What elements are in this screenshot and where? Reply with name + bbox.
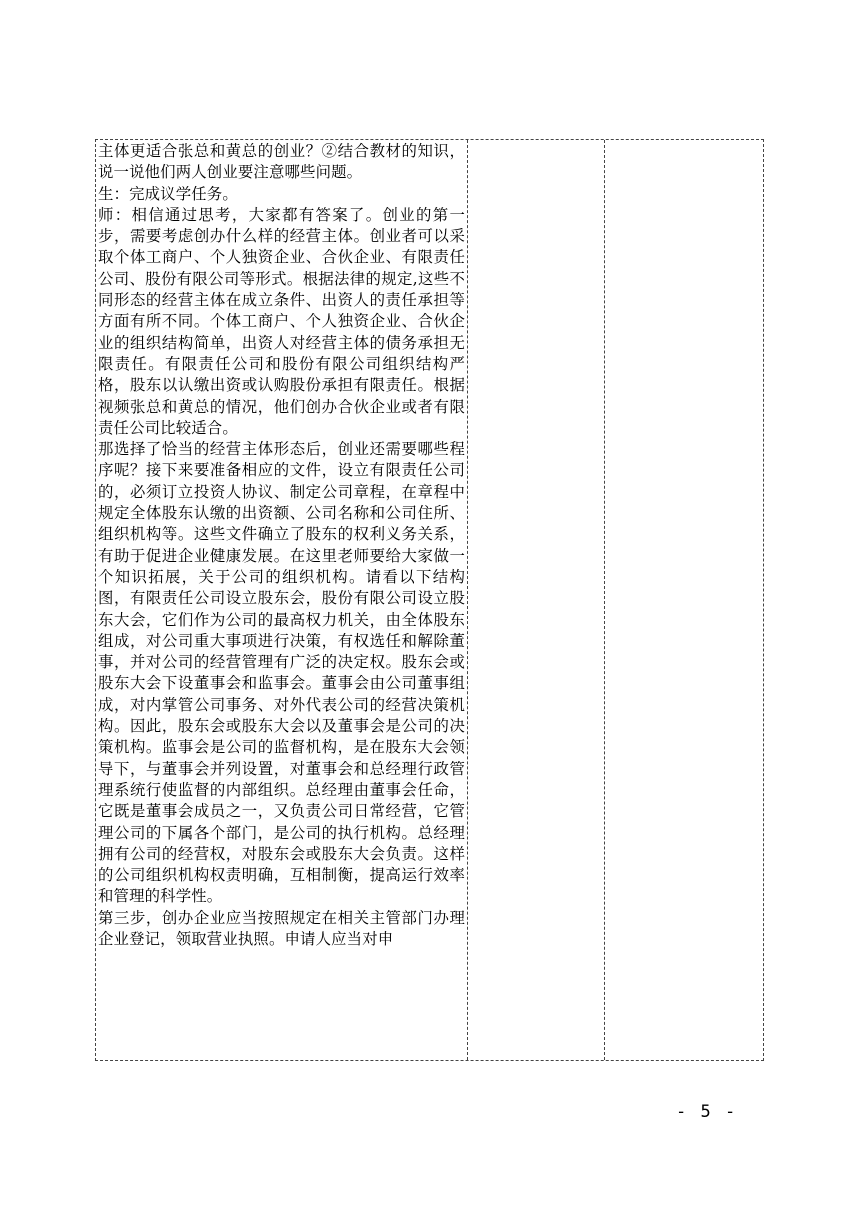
table-column-teaching-process bbox=[96, 140, 468, 1060]
table-column-student-activity bbox=[468, 140, 605, 1060]
paragraph-task-question: 主体更适合张总和黄总的创业？②结合教材的知识，说一说他们两人创业要注意哪些问题。 bbox=[98, 142, 465, 182]
paragraph-step-three: 第三步，创办企业应当按照规定在相关主管部门办理企业登记，领取营业执照。申请人应当对申 bbox=[98, 908, 465, 948]
lesson-plan-table bbox=[95, 139, 764, 1061]
page-number: - 5 - bbox=[676, 1102, 738, 1122]
teaching-process-cell bbox=[98, 141, 465, 950]
table-column-design-intent bbox=[605, 140, 763, 1060]
paragraph-student-action: 生：完成议学任务。 bbox=[98, 184, 238, 203]
paragraph-company-structure: 那选择了恰当的经营主体形态后，创业还需要哪些程序呢？接下来要准备相应的文件，设立有限责任公司的，必须订立投资人协议、制定公司章程，在章程中规定全体股东认缴的出资额、公司名称和公司住所、组织机构等。这些文件确立了股东的权利义务关系，有助于促进企业健康发展。在这里老师要给大家做一个知识拓展，关于公司的组织机构。请看以下结构图，有限责任公司设立股东会，股份有限公司设立股东大会，它们作为公司的最高权力机关，由全体股东组成，对公司重大事项进行决策，有权选任和解除董事，并对公司的经营管理有广泛的决定权。股东会或股东大会下设董事会和监事会。董事会由公司董事组成，对内掌管公司事务、对外代表公司的经营决策机构。因此，股东会或股东大会以及董事会是公司的决策机构。监事会是公司的监督机构，是在股东大会领导下，与董事会并列设置，对董事会和总经理行政管理系统行使监督的内部组织。总经理由董事会任命，它既是董事会成员之一，又负责公司日常经营，它管理公司的下属各个部门，是公司的执行机构。总经理拥有公司的经营权，对股东会或股东大会负责。这样的公司组织机构权责明确，互相制衡，提高运行效率和管理的科学性。 bbox=[98, 440, 465, 906]
paragraph-teacher-explanation: 师：相信通过思考，大家都有答案了。创业的第一步，需要考虑创办什么样的经营主体。创业者可以采取个体工商户、个人独资企业、合伙企业、有限责任公司、股份有限公司等形式。根据法律的规定,这些不同形态的经营主体在成立条件、出资人的责任承担等方面有所不同。个体工商户、个人独资企业、合伙企业的组织结构简单，出资人对经营主体的债务承担无限责任。有限责任公司和股份有限公司组织结构严格，股东以认缴出资或认购股份承担有限责任。根据视频张总和黄总的情况，他们创办合伙企业或者有限责任公司比较适合。 bbox=[98, 205, 465, 437]
